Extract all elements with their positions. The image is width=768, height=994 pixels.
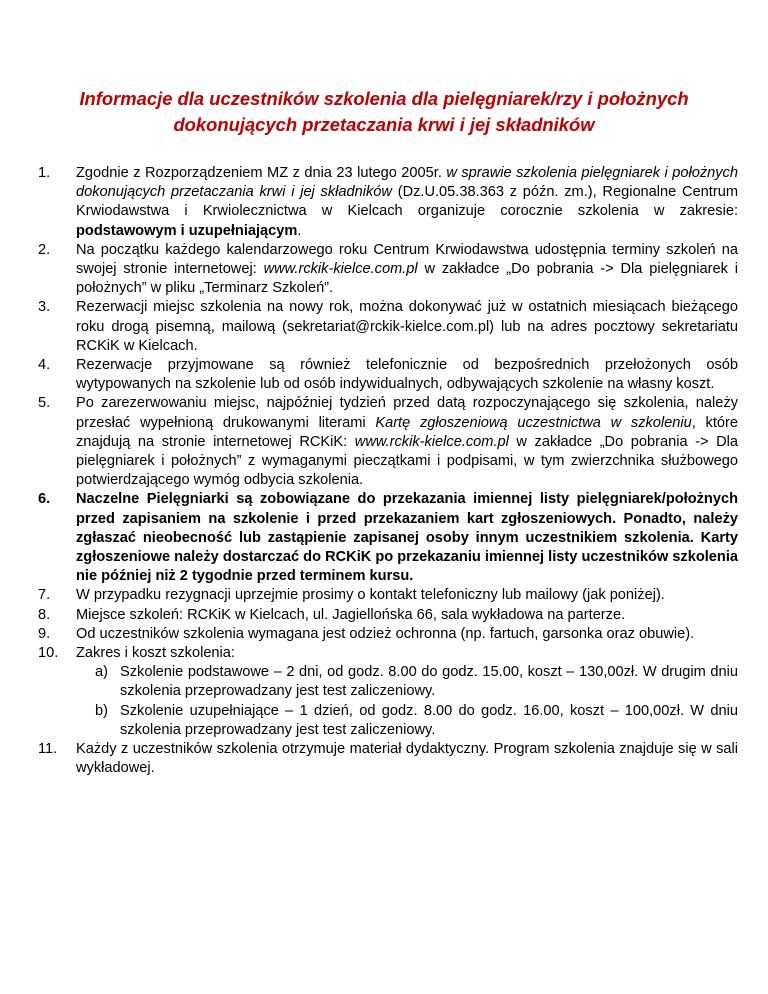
item-text: Naczelne Pielęgniarki są zobowiązane do przekazania imiennej listy pielęgniarek/położnych przed zapisaniem na szkolenie i przed przekazaniem kart zgłoszeniowych. Ponadto, należy zgłaszać nieobecność lub zastąpienie zapisanej osoby innym uczestnikiem szkolenia. Karty zgłoszeniowe należy dostarczać do RCKiK po przekazaniu imiennej listy uczestników szkolenia nie później niż 2 tygodnie przed terminem kursu. [76, 491, 738, 585]
sub-list [0, 663, 768, 740]
title-line-1: Informacje dla uczestników szkolenia dla pielęgniarek/rzy i położnych [79, 88, 689, 109]
item-number: 9. [38, 625, 51, 642]
list-item-1 [0, 164, 768, 241]
item-number: 1. [38, 165, 51, 181]
item-text: Rezerwacji miejsc szkolenia na nowy rok, można dokonywać już w ostatnich miesiącach bieżącego roku drogą pisemną, mailową (sekretariat@rckik-kielce.com.pl) lub na adres pocztowy sekretariatu RCKiK w Kielcach. [76, 299, 738, 354]
website-link[interactable]: www.rckik-kielce.com.pl [354, 433, 509, 450]
list-item-8 [0, 606, 768, 625]
website-link[interactable]: www.rckik-kielce.com.pl [263, 261, 418, 278]
information-list [0, 164, 768, 779]
item-text: W przypadku rezygnacji uprzejmie prosimy o kontakt telefoniczny lub mailowy (jak poniżej). [76, 587, 665, 604]
list-item-9 [0, 625, 768, 644]
list-item-7 [0, 586, 768, 605]
item-number: 6. [38, 491, 51, 508]
list-item-4 [0, 356, 768, 394]
list-item-3 [0, 298, 768, 356]
item-number: 2. [38, 241, 51, 258]
item-text: Zgodnie z Rozporządzeniem MZ z dnia 23 lutego 2005r. w sprawie szkolenia pielęgniarek i położnych dokonujących przetaczania krwi i jej składników (Dz.U.05.38.363 z późn. zm.), Regionalne Centrum Krwiodawstwa i Krwiolecznictwa w Kielcach organizuje corocznie szkolenia w zakresie: podstawowym i uzupełniającym. [76, 165, 738, 239]
item-number: 10. [38, 645, 59, 662]
item-text: Po zarezerwowaniu miejsc, najpóźniej tydzień przed datą rozpoczynającego się szkolenia, należy przesłać wypełnioną drukowanymi literami Kartę zgłoszeniową uczestnictwa w szkoleniu, które znajdują na stronie internetowej RCKiK: www.rckik-kielce.com.pl w zakładce „Do pobrania -> Dla pielęgniarek i położnych” z wymaganymi pieczątkami i podpisami, w tym zwierzchnika służbowego potwierdzającego wymóg odbycia szkolenia. [76, 395, 738, 489]
item-number: 5. [38, 395, 51, 412]
sub-item-text: Szkolenie uzupełniające – 1 dzień, od godz. 8.00 do godz. 16.00, koszt – 100,00zł. W dniu szkolenia przeprowadzany jest test zaliczeniowy. [120, 702, 738, 738]
item-number: 7. [38, 587, 51, 604]
list-item-2 [0, 241, 768, 299]
document-title [30, 86, 738, 138]
item-number: 4. [38, 357, 51, 374]
sub-item-letter: b) [95, 702, 108, 719]
item-text: Na początku każdego kalendarzowego roku Centrum Krwiodawstwa udostępnia terminy szkoleń na swojej stronie internetowej: www.rckik-kielce.com.pl w zakładce „Do pobrania -> Dla pielęgniarek i położnych” w pliku „Terminarz Szkoleń”. [76, 241, 738, 297]
list-item-6 [0, 490, 768, 586]
item-text: Każdy z uczestników szkolenia otrzymuje materiał dydaktyczny. Program szkolenia znajduje się w sali wykładowej. [76, 741, 738, 777]
list-item-10 [0, 644, 768, 663]
item-text: Miejsce szkoleń: RCKiK w Kielcach, ul. Jagiellońska 66, sala wykładowa na parterze. [76, 606, 626, 623]
sub-item-a [0, 663, 768, 701]
sub-item-b [0, 702, 768, 740]
item-number: 11. [38, 741, 58, 758]
title-line-2: dokonujących przetaczania krwi i jej składników [173, 114, 595, 135]
sub-item-letter: a) [95, 664, 108, 681]
sub-list-wrapper [0, 663, 768, 740]
item-text: Rezerwacje przyjmowane są również telefonicznie od bezpośrednich przełożonych osób wytypowanych na szkolenie lub od osób indywidualnych, odbywających szkolenie na własny koszt. [76, 357, 738, 393]
item-text: Od uczestników szkolenia wymagana jest odzież ochronna (np. fartuch, garsonka oraz obuwie). [76, 625, 695, 642]
sub-item-text: Szkolenie podstawowe – 2 dni, od godz. 8.00 do godz. 15.00, koszt – 130,00zł. W drugim dniu szkolenia przeprowadzany jest test zaliczeniowy. [120, 664, 738, 700]
item-number: 8. [38, 606, 51, 623]
item-number: 3. [38, 299, 51, 316]
item-text: Zakres i koszt szkolenia: [76, 645, 235, 662]
list-item-5 [0, 394, 768, 490]
list-item-11 [0, 740, 768, 778]
